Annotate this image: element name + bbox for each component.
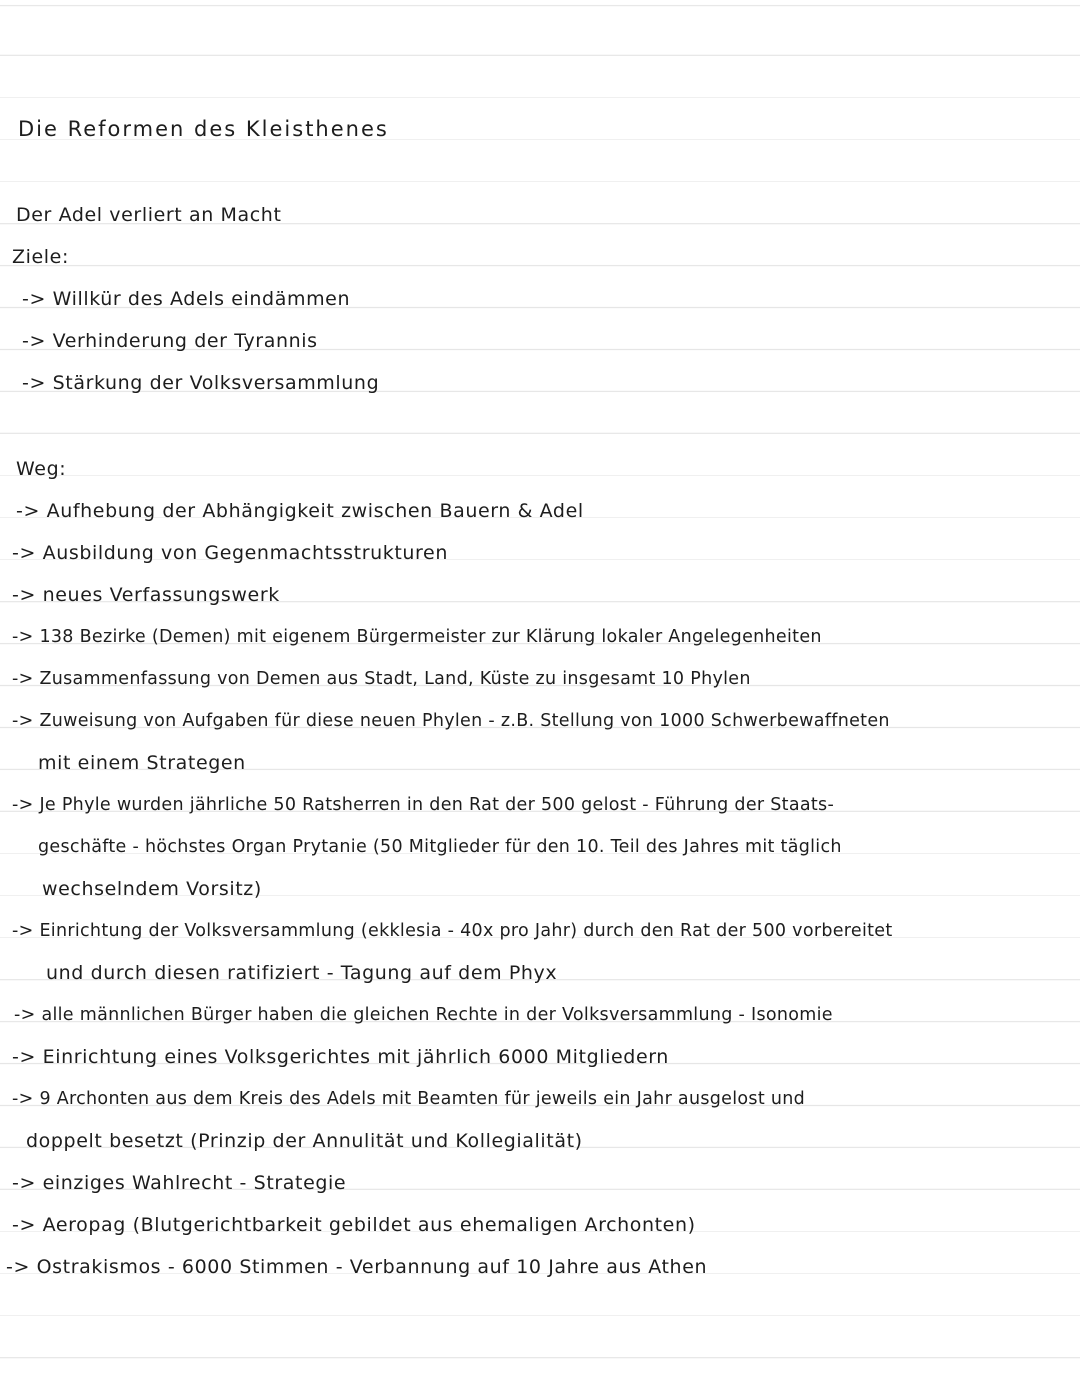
weg-line: -> Ostrakismos - 6000 Stimmen - Verbannung auf 10 Jahre aus Athen [6,1256,708,1278]
weg-heading: Weg: [16,458,67,480]
weg-line: -> alle männlichen Bürger haben die gleichen Rechte in der Volksversammlung - Isonomie [14,1005,833,1025]
weg-line: -> Je Phyle wurden jährliche 50 Ratsherren in den Rat der 500 gelost - Führung der Staats- [12,795,835,815]
ziele-item: -> Verhinderung der Tyrannis [22,330,318,352]
ziele-item: -> Stärkung der Volksversammlung [22,372,380,394]
weg-line: -> Einrichtung der Volksversammlung (ekklesia - 40x pro Jahr) durch den Rat der 500 vorbereitet [12,921,893,941]
weg-line: -> 138 Bezirke (Demen) mit eigenem Bürgermeister zur Klärung lokaler Angelegenheiten [12,627,822,647]
weg-line: -> neues Verfassungswerk [12,584,280,606]
weg-line-continuation: und durch diesen ratifiziert - Tagung auf dem Phyx [46,962,558,984]
ziele-item: -> Willkür des Adels eindämmen [22,288,351,310]
weg-line: -> einziges Wahlrecht - Strategie [12,1172,347,1194]
weg-line: -> Zuweisung von Aufgaben für diese neuen Phylen - z.B. Stellung von 1000 Schwerbewaffneten [12,711,890,731]
weg-line: -> 9 Archonten aus dem Kreis des Adels mit Beamten für jeweils ein Jahr ausgelost und [12,1089,806,1109]
intro-line: Der Adel verliert an Macht [16,204,282,226]
weg-line-continuation: mit einem Strategen [38,752,246,774]
weg-line: -> Aufhebung der Abhängigkeit zwischen Bauern & Adel [16,500,584,522]
weg-line-continuation: doppelt besetzt (Prinzip der Annulität und Kollegialität) [26,1130,583,1152]
weg-line-continuation: wechselndem Vorsitz) [42,878,262,900]
weg-line: -> Zusammenfassung von Demen aus Stadt, Land, Küste zu insgesamt 10 Phylen [12,669,751,689]
weg-line: -> Einrichtung eines Volksgerichtes mit jährlich 6000 Mitgliedern [12,1046,669,1068]
weg-line: -> Ausbildung von Gegenmachtsstrukturen [12,542,448,564]
weg-line: -> Aeropag (Blutgerichtbarkeit gebildet aus ehemaligen Archonten) [12,1214,696,1236]
page-title: Die Reformen des Kleisthenes [18,117,389,141]
weg-line-continuation: geschäfte - höchstes Organ Prytanie (50 Mitglieder für den 10. Teil des Jahres mit täglich [38,837,842,857]
ziele-heading: Ziele: [12,246,69,268]
